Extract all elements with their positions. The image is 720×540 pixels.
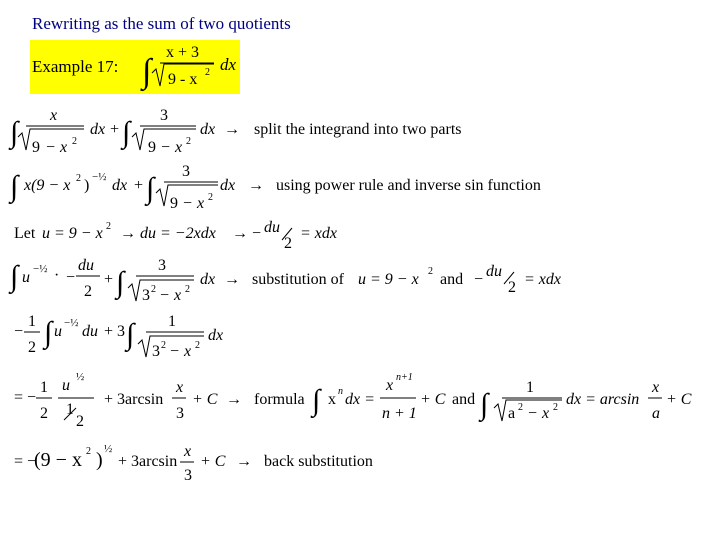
arrow-icon: →: [236, 453, 252, 470]
arrow-icon: →: [232, 225, 248, 242]
num-1: 1: [168, 313, 176, 330]
den-minus: −: [160, 287, 170, 304]
dx: dx: [112, 177, 128, 194]
den-a: 9: [170, 195, 178, 212]
den-x: x: [60, 139, 68, 156]
note-text: substitution of: [252, 271, 345, 288]
line-7: [14, 443, 373, 484]
x-den: 3: [176, 405, 184, 422]
x-num: x: [652, 379, 660, 396]
u-definition: = 9 − x: [54, 225, 103, 242]
integral-sign: ∫: [116, 266, 125, 299]
expr-body: (9 − x: [34, 449, 82, 471]
example-label: Example 17:: [32, 57, 119, 76]
den-exp: 2: [72, 136, 77, 147]
du-num: du: [78, 257, 94, 274]
rhs-num: x: [386, 377, 394, 394]
du-den: 2: [284, 235, 292, 252]
num-3: 3: [158, 257, 166, 274]
eq-xdx: = xdx: [524, 271, 561, 288]
and-word: and: [440, 271, 464, 288]
exp: ½: [76, 371, 85, 383]
example-numerator: x + 3: [166, 44, 200, 61]
minus-sign: −: [66, 269, 76, 286]
den-x: x: [184, 343, 192, 360]
u-definition: u = 9 − x: [358, 271, 419, 288]
integral-sign: ∫: [480, 388, 489, 421]
example-dx: dx: [220, 55, 237, 74]
plus-sign: +: [104, 271, 114, 288]
close-paren: ): [96, 449, 103, 471]
and-word: and: [452, 391, 476, 408]
x-power-base: x: [328, 391, 336, 408]
arcsin-term: + 3arcsin: [118, 453, 178, 470]
integral-sign: ∫: [10, 116, 19, 149]
integral-sign: ∫: [122, 116, 131, 149]
dot: ·: [54, 267, 60, 284]
exp-outer: ½: [104, 443, 113, 455]
constant-c: + C: [200, 453, 226, 470]
den-x: x: [175, 139, 183, 156]
note-text: using power rule and inverse sin function: [276, 177, 541, 194]
num-3: 3: [160, 107, 168, 124]
den-minus: −: [528, 405, 538, 422]
example-expression: [32, 44, 237, 92]
frac-num: 1: [40, 379, 48, 396]
du-num: du: [486, 263, 502, 280]
note-text: back substitution: [264, 453, 373, 470]
line-5: [14, 313, 223, 360]
exp: 2: [106, 221, 111, 232]
den-exp: 2: [553, 402, 558, 413]
frac-den: 2: [40, 405, 48, 422]
inner-den: 2: [76, 413, 84, 430]
den-x: x: [197, 195, 205, 212]
line-6: [14, 371, 692, 430]
page-title: Rewriting as the sum of two quotients: [32, 14, 291, 33]
integral-sign: ∫: [126, 318, 135, 351]
dx: dx: [208, 327, 224, 344]
den-minus: −: [183, 195, 193, 212]
plus-three: + 3: [104, 323, 126, 340]
dx: dx: [200, 271, 216, 288]
arrow-icon: →: [224, 121, 240, 138]
dx-2: dx: [220, 177, 236, 194]
arcsin-term: + 3arcsin: [104, 391, 164, 408]
a-den: a: [652, 405, 660, 422]
den-minus: −: [161, 139, 171, 156]
dx-1: dx: [90, 121, 106, 138]
exp: −½: [33, 263, 48, 275]
n-exp: n: [338, 386, 343, 397]
den-a: 3: [152, 343, 160, 360]
var-u: u: [22, 269, 30, 286]
integral-sign: ∫: [44, 316, 53, 349]
line-2: [8, 163, 541, 212]
integral-sign: ∫: [312, 384, 321, 417]
den-a: 9: [32, 139, 40, 156]
line-3: [14, 219, 337, 252]
du: du: [82, 323, 98, 340]
exp-outer: −½: [92, 171, 107, 183]
integral-sign: ∫: [146, 172, 155, 205]
eq-minus: = −: [14, 389, 37, 406]
line-1: [8, 107, 462, 156]
exp: −½: [64, 317, 79, 329]
integral-sign: ∫: [142, 53, 152, 90]
rhs-den: n + 1: [382, 405, 417, 422]
du-expression: du = −2xdx: [140, 225, 216, 242]
den-exp: 2: [151, 284, 156, 295]
constant-c: + C: [420, 391, 446, 408]
inner-num: 1: [66, 401, 74, 418]
integral-sign: ∫: [10, 170, 19, 203]
var-u: u: [62, 377, 70, 394]
let-word: Let: [14, 225, 36, 242]
arrow-icon: →: [226, 391, 242, 408]
plus-sign: +: [110, 121, 120, 138]
den-a: a: [508, 405, 516, 422]
num-3: 3: [182, 163, 190, 180]
minus-sign: −: [474, 271, 484, 288]
den-exp: 2: [208, 192, 213, 203]
arrow-icon: →: [224, 271, 240, 288]
minus-sign: −: [252, 225, 262, 242]
var-u: u: [42, 225, 50, 242]
note-text: split the integrand into two parts: [254, 121, 462, 138]
x-den: 3: [184, 467, 192, 484]
num-x: x: [50, 107, 58, 124]
constant-c: + C: [666, 391, 692, 408]
den-exp: 2: [518, 402, 523, 413]
den-minus: −: [170, 343, 180, 360]
den-exp: 2: [161, 340, 166, 351]
den-exp: 2: [195, 340, 200, 351]
exp: 2: [428, 266, 433, 277]
dx-arcsin: dx = arcsin: [566, 391, 640, 408]
eq-xdx: = xdx: [300, 225, 337, 242]
constant-c: + C: [192, 391, 218, 408]
du-den: 2: [508, 279, 516, 296]
den-minus: −: [46, 139, 56, 156]
x-num: x: [184, 443, 192, 460]
example-denominator: 9 - x: [168, 71, 198, 88]
exp: 2: [86, 446, 91, 457]
den-a: 3: [142, 287, 150, 304]
dx-2: dx: [200, 121, 216, 138]
frac-den: 2: [28, 339, 36, 356]
frac-num: 1: [28, 313, 36, 330]
minus-sign: −: [14, 323, 24, 340]
den-exp: 2: [185, 284, 190, 295]
line-4: [8, 257, 561, 304]
du-num: du: [264, 219, 280, 236]
den-a: 9: [148, 139, 156, 156]
x-num: x: [176, 379, 184, 396]
arrow-icon: →: [248, 177, 264, 194]
expr-body: x(9 − x: [24, 177, 71, 194]
plus-sign: +: [134, 177, 144, 194]
den-x: x: [542, 405, 550, 422]
eq-minus: = −: [14, 453, 37, 470]
formula-word: formula: [254, 391, 305, 408]
integral-sign: ∫: [10, 260, 19, 293]
den-exp: 2: [186, 136, 191, 147]
exp-inner: 2: [76, 173, 81, 184]
arrow-icon: →: [120, 225, 136, 242]
example-exponent: 2: [205, 67, 210, 78]
num-1: 1: [526, 379, 534, 396]
du-den: 2: [84, 283, 92, 300]
close-paren: ): [84, 177, 90, 194]
rhs-exp: n+1: [396, 372, 413, 383]
dx-eq: dx =: [345, 391, 375, 408]
var-u: u: [54, 323, 62, 340]
den-x: x: [174, 287, 182, 304]
